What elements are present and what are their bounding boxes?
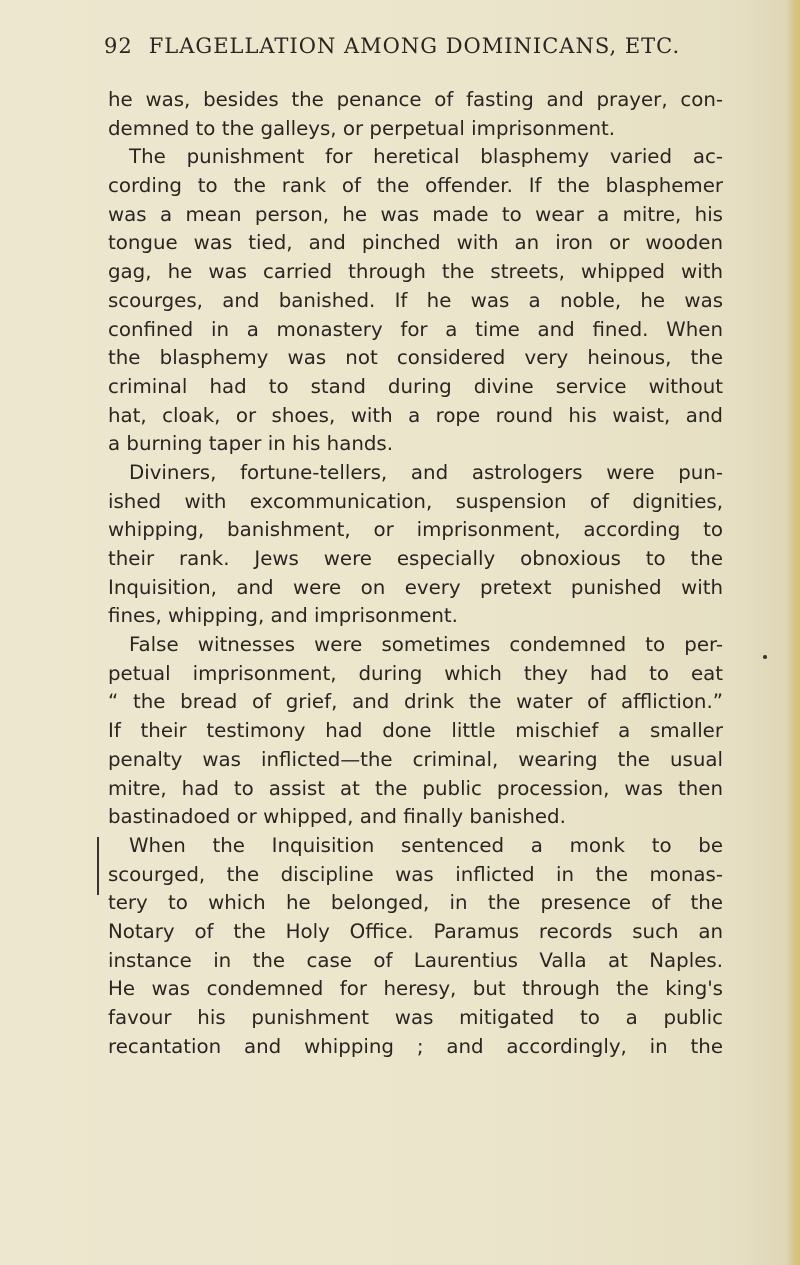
text-line: their rank. Jews were especially obnoxious to the <box>108 547 723 570</box>
margin-dot <box>763 655 767 659</box>
text-line: recantation and whipping ; and accordingly, in the <box>108 1034 723 1058</box>
text-line: ished with excommunication, suspension of dignities, <box>108 489 723 513</box>
text-line: tongue was tied, and pinched with an iron or wooden <box>108 231 723 255</box>
text-line: scourged, the discipline was inflicted in the monas- <box>108 862 723 886</box>
text-line: “ the bread of grief, and drink the water of affliction.” <box>108 690 723 714</box>
margin-mark <box>97 837 99 895</box>
text-line: The punishment for heretical blasphemy varied ac- <box>129 145 723 169</box>
text-line: demned to the galleys, or perpetual imprisonment. <box>108 116 616 140</box>
text-line: He was condemned for heresy, but through the king's <box>108 977 723 1001</box>
text-line: a burning taper in his hands. <box>108 432 394 456</box>
text-line: he was, besides the penance of fasting and prayer, con- <box>108 88 723 111</box>
page-edge-shadow <box>786 0 800 1265</box>
text-line: confined in a monastery for a time and fined. When <box>108 317 723 341</box>
text-line: hat, cloak, or shoes, with a rope round his waist, and <box>108 403 723 427</box>
text-line: Notary of the Holy Office. Paramus records such an <box>108 919 723 943</box>
text-line: criminal had to stand during divine service without <box>108 374 723 398</box>
text-line: favour his punishment was mitigated to a public <box>108 1006 723 1029</box>
body-text <box>108 86 723 1061</box>
text-line: mitre, had to assist at the public procession, was then <box>108 776 723 800</box>
text-line: If their testimony had done little mischief a smaller <box>108 719 723 743</box>
page-number: 92 <box>104 34 133 58</box>
text-line: instance in the case of Laurentius Valla at Naples. <box>108 948 723 972</box>
text-line: When the Inquisition sentenced a monk to be <box>129 833 723 857</box>
text-line: False witnesses were sometimes condemned to per- <box>129 633 723 657</box>
text-line: was a mean person, he was made to wear a mitre, his <box>108 202 723 226</box>
text-line: bastinadoed or whipped, and finally banished. <box>108 805 566 829</box>
text-line: the blasphemy was not considered very heinous, the <box>108 346 723 370</box>
text-line: petual imprisonment, during which they had to eat <box>108 661 723 685</box>
text-line: scourges, and banished. If he was a noble, he was <box>108 288 723 312</box>
text-line: tery to which he belonged, in the presence of the <box>108 891 723 915</box>
text-line: fines, whipping, and imprisonment. <box>108 604 458 628</box>
text-line: whipping, banishment, or imprisonment, according to <box>108 518 723 542</box>
running-title: FLAGELLATION AMONG DOMINICANS, ETC. <box>148 34 681 58</box>
text-line: Diviners, fortune-tellers, and astrologers were pun- <box>129 460 723 484</box>
text-line: penalty was inflicted—the criminal, wearing the usual <box>108 747 723 771</box>
running-head <box>104 34 724 58</box>
text-line: Inquisition, and were on every pretext punished with <box>108 575 723 599</box>
text-line: cording to the rank of the offender. If the blasphemer <box>108 174 723 198</box>
text-line: gag, he was carried through the streets, whipped with <box>108 260 723 284</box>
